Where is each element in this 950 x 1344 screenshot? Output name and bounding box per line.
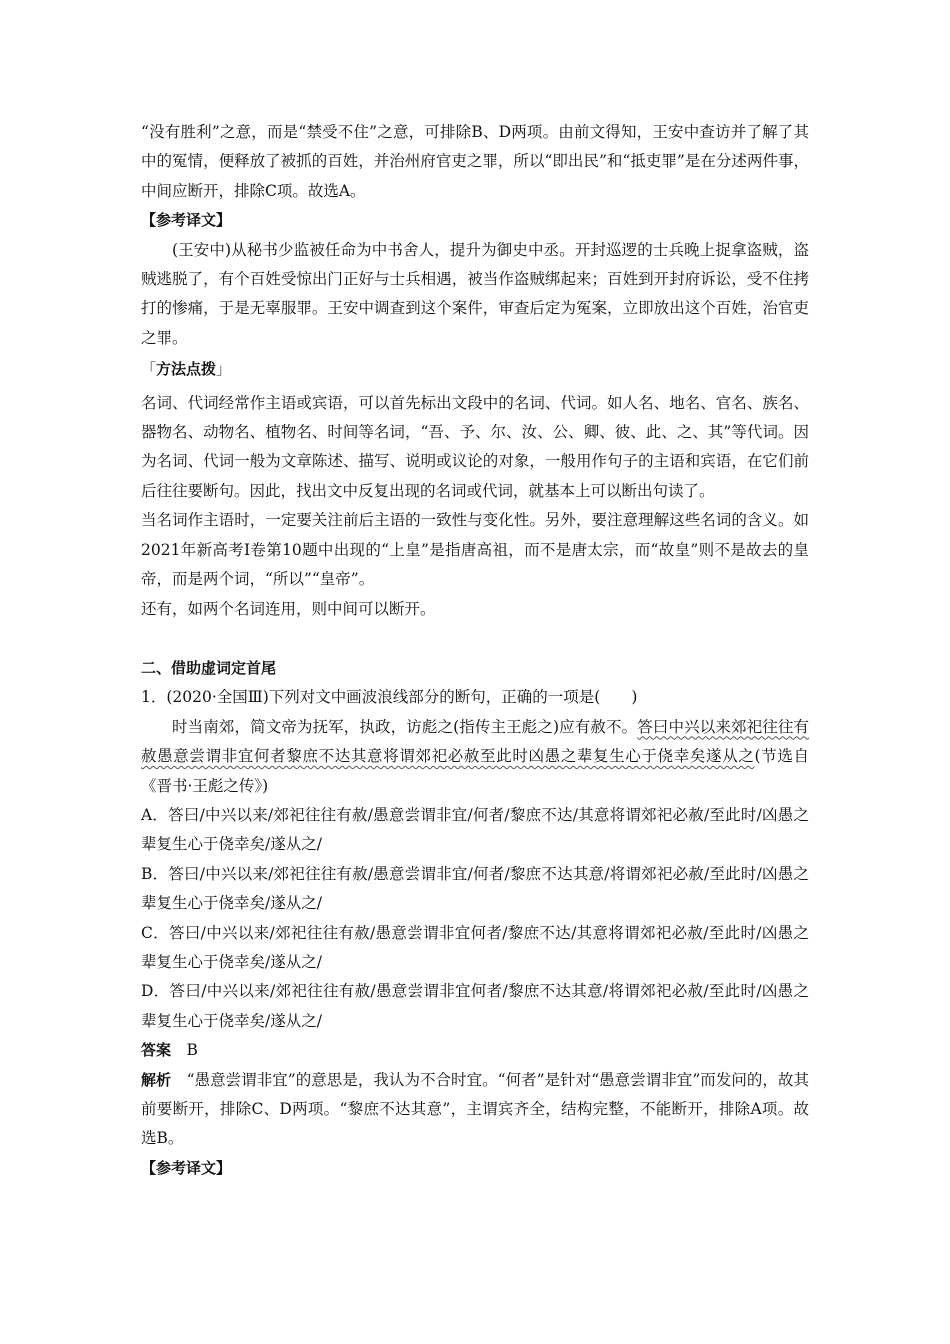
bracket-open: 「 — [141, 360, 157, 379]
bracket-close: 」 — [216, 360, 232, 379]
section-gap — [141, 624, 809, 654]
passage — [141, 713, 809, 801]
reference-translation-heading: 【参考译文】 — [141, 211, 232, 230]
analysis-text: “愚意尝谓非宜”的意思是，我认为不合时宜。“何者”是针对“愚意尝谓非宜”而发问的，故其前要断开，排除C、D两项。“黎庶不达其意”，主谓宾齐全，结构完整，不能断开，排除A项。故选B。 — [141, 1070, 809, 1148]
analysis-line — [141, 1066, 809, 1154]
option-b: B．答曰/中兴以来/郊祀往往有赦/愚意尝谓非宜/何者/黎庶不达其意/将谓郊祀必赦/至此时/凶愚之辈复生心于侥幸矣/遂从之/ — [141, 864, 809, 913]
analysis-continuation: “没有胜利”之意，而是“禁受不住”之意，可排除B、D两项。由前文得知，王安中查访并了解了其中的冤情，便释放了被抓的百姓，并治州府官吏之罪，所以“即出民”和“抵吏罪”是在分述两件事，中间应断开，排除C项。故选A。 — [141, 123, 809, 200]
method-paragraph-1: 名词、代词经常作主语或宾语，可以首先标出文段中的名词、代词。如人名、地名、官名、族名、器物名、动物名、植物名、时间等名词，“吾、予、尔、汝、公、卿、彼、此、之、其”等代词。因为名词、代词一般为文章陈述、描写、说明或议论的对象，一般用作句子的主语和宾语，在它们前后往往要断句。因此，找出文中反复出现的名词或代词，就基本上可以断出句读了。 — [141, 393, 809, 500]
question-stem: 1．(2020·全国Ⅲ)下列对文中画波浪线部分的断句，正确的一项是( ) — [141, 688, 638, 707]
passage-pre: 时当南郊，简文帝为抚军，执政，访彪之(指传主王彪之)应有赦不。 — [172, 717, 638, 736]
reference-translation-heading-2: 【参考译文】 — [141, 1158, 232, 1177]
document-page — [141, 118, 809, 1183]
method-tips-title: 方法点拨 — [156, 360, 217, 379]
option-c: C．答曰/中兴以来/郊祀往往有赦/愚意尝谓非宜何者/黎庶不达/其意将谓郊祀必赦/至此时/凶愚之辈复生心于侥幸矣/遂从之/ — [141, 923, 809, 971]
section-heading: 二、借助虚词定首尾 — [141, 658, 277, 677]
option-d: D．答曰/中兴以来/郊祀往往有赦/愚意尝谓非宜何者/黎庶不达其意/将谓郊祀必赦/至此时/凶愚之辈复生心于侥幸矣/遂从之/ — [141, 982, 809, 1030]
answer-value: B — [186, 1041, 198, 1060]
passage-wavy-underlined: 答曰中兴以来郊祀往往有赦愚意尝谓非宜何者黎庶不达其意将谓郊祀必赦至此时凶愚之辈复生心于侥幸矣遂从之 — [141, 717, 809, 766]
analysis-label: 解析 — [141, 1070, 172, 1089]
answer-label: 答案 — [141, 1041, 172, 1060]
answer-line — [141, 1036, 809, 1065]
option-a: A．答曰/中兴以来/郊祀往往有赦/愚意尝谓非宜/何者/黎庶不达/其意将谓郊祀必赦/至此时/凶愚之辈复生心于侥幸矣/遂从之/ — [141, 805, 809, 854]
reference-translation-text: (王安中)从秘书少监被任命为中书舍人，提升为御史中丞。开封巡逻的士兵晚上捉拿盗贼，盗贼逃脱了，有个百姓受惊出门正好与士兵相遇，被当作盗贼绑起来；百姓到开封府诉讼，受不住拷打的惨痛，于是无辜服罪。王安中调查到这个案件，审查后定为冤案，立即放出这个百姓，治官吏之罪。 — [141, 240, 809, 347]
method-paragraph-3: 还有，如两个名词连用，则中间可以断开。 — [141, 599, 436, 618]
passage-source: (节选自《晋书·王彪之传》) — [141, 747, 809, 795]
method-tips-heading — [141, 355, 809, 384]
method-paragraph-2: 当名词作主语时，一定要关注前后主语的一致性与变化性。另外，要注意理解这些名词的含义。如2021年新高考Ⅰ卷第10题中出现的“上皇”是指唐高祖，而不是唐太宗，而“故皇”则不是故去的皇帝，而是两个词，“所以”“皇帝”。 — [141, 511, 809, 589]
